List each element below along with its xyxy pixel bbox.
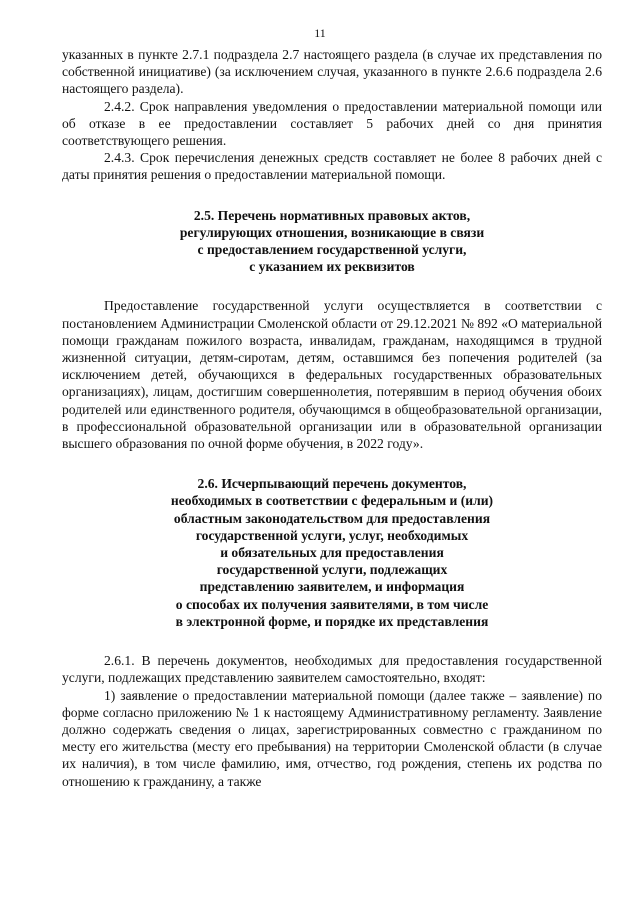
paragraph-2-6-1: 2.6.1. В перечень документов, необходимых для предоставления государственной услуги, подлежащих представлению заявителем самостоятельно, входят: [62,653,602,686]
paragraph-2-4-3: 2.4.3. Срок перечисления денежных средств составляет не более 8 рабочих дней с даты принятия решения о предоставлении материальной помощи. [62,150,602,183]
section-2-6-heading [62,475,602,630]
heading-line: с указанием их реквизитов [249,259,415,275]
heading-line: представлению заявителем, и информация [199,579,465,595]
section-2-5-text: Предоставление государственной услуги осуществляется в соответствии с постановлением Администрации Смоленской области от 29.12.2021 № 892 «О материальной помощи гражданам пожилого возраста, инвалидам, гражданам, находящимся в трудной жизненной ситуации, детям-сиротам, детям, оставшимся без попечения родителей (за исключением детей, обучающихся в федеральных государственных образовательных организациях), лицам, достигшим совершеннолетия, потерявшим в период обучения обоих родителей или единственного родителя, обучающимся в общеобразовательной организации, в профессиональной образовательной организации или в образовательной организации высшего образования по очной форме обучения, в 2022 году». [62,298,602,452]
page-number: 11 [314,26,326,40]
paragraph-item-1: 1) заявление о предоставлении материальной помощи (далее также – заявление) по форме согласно приложению № 1 к настоящему Административному регламенту. Заявление должно содержать сведения о лицах, зарегистрированных совместно с гражданином по месту его жительства (месту его пребывания) на территории Смоленской области (в случае их наличия), в том числе фамилию, имя, отчество, год рождения, степень их родства по отношению к гражданину, а также [62,687,602,789]
heading-line: государственной услуги, подлежащих [216,562,448,578]
heading-line: необходимых в соответствии с федеральным и (или) [170,493,494,509]
heading-line: 2.5. Перечень нормативных правовых актов, [193,207,471,223]
heading-line: государственной услуги, услуг, необходимых [195,527,469,543]
section-2-5-heading [62,207,602,276]
document-body [62,46,602,790]
paragraph-2-4-2: 2.4.2. Срок направления уведомления о предоставлении материальной помощи или об отказе в ее предоставлении составляет 5 рабочих дней со дня принятия соответствующего решения. [62,98,602,149]
heading-line: о способах их получения заявителями, в том числе [175,596,489,612]
heading-line: областным законодательством для предоставления [173,510,491,526]
heading-line: и обязательных для предоставления [220,545,444,561]
paragraph-continuation: указанных в пункте 2.7.1 подраздела 2.7 настоящего раздела (в случае их представления по собственной инициативе) (за исключением случая, указанного в пункте 2.6.6 подраздела 2.6 настоящего раздела). [62,47,602,97]
heading-line: регулирующих отношения, возникающие в связи [179,224,485,240]
heading-line: в электронной форме, и порядке их представления [175,613,489,629]
heading-line: с предоставлением государственной услуги, [197,242,467,258]
heading-line: 2.6. Исчерпывающий перечень документов, [197,476,467,492]
